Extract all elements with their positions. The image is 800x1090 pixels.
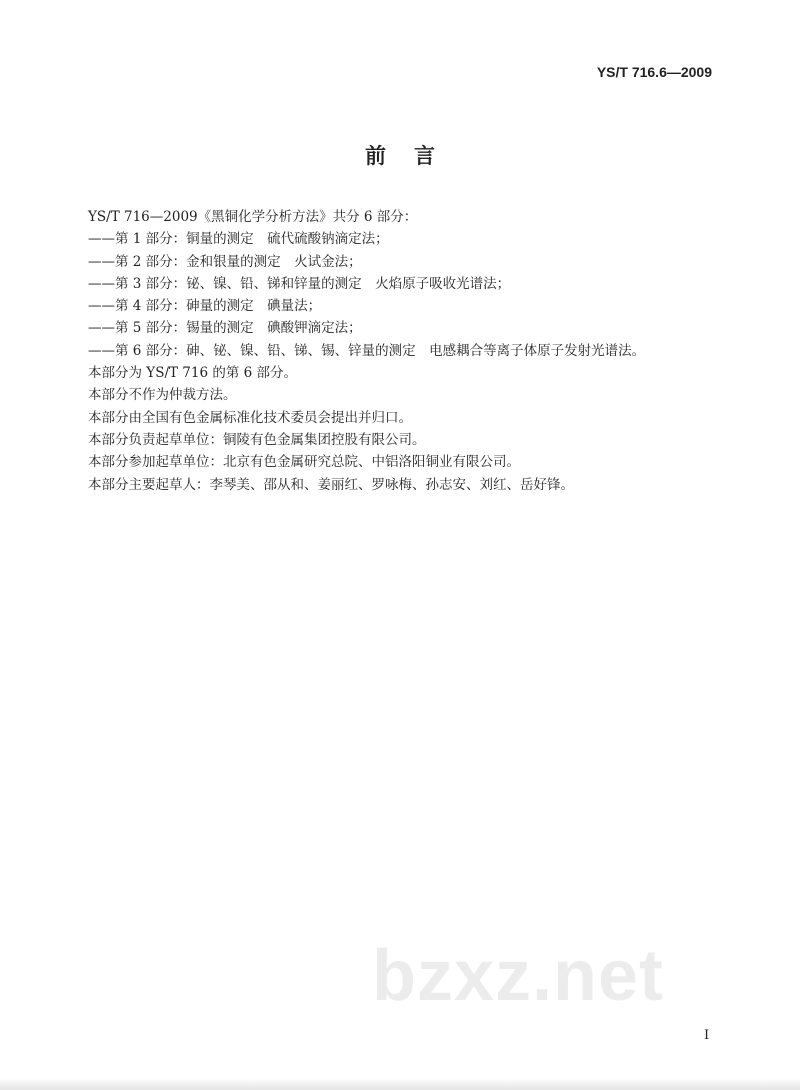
standard-number: YS/T 716.6—2009 (596, 64, 712, 80)
list-item: ——第 1 部分：铜量的测定 硫代硫酸钠滴定法； (88, 231, 389, 248)
list-item: ——第 4 部分：砷量的测定 碘量法； (88, 298, 322, 315)
page-edge (0, 1078, 800, 1090)
paragraph: 本部分为 YS/T 716 的第 6 部分。 (88, 365, 298, 382)
paragraph: 本部分由全国有色金属标准化技术委员会提出并归口。 (88, 409, 412, 426)
paragraph: YS/T 716—2009《黑铜化学分析方法》共分 6 部分： (88, 209, 418, 225)
watermark: bzxz.net (372, 936, 665, 1016)
paragraph: 本部分主要起草人：李琴美、邵从和、姜丽红、罗咏梅、孙志安、刘红、岳好锋。 (88, 476, 574, 493)
page-title: 前言 (365, 143, 463, 168)
paragraph: 本部分参加起草单位：北京有色金属研究总院、中铝洛阳铜业有限公司。 (88, 454, 520, 471)
list-item: ——第 2 部分：金和银量的测定 火试金法； (88, 253, 362, 270)
foreword-body (88, 206, 728, 496)
page-number: I (704, 1028, 710, 1043)
list-item: ——第 6 部分：砷、铋、镍、铅、锑、锡、锌量的测定 电感耦合等离子体原子发射光谱法。 (88, 342, 646, 359)
paragraph: 本部分不作为仲裁方法。 (88, 387, 237, 404)
list-item: ——第 3 部分：铋、镍、铅、锑和锌量的测定 火焰原子吸收光谱法； (88, 275, 511, 292)
paragraph: 本部分负责起草单位：铜陵有色金属集团控股有限公司。 (88, 431, 426, 448)
list-item: ——第 5 部分：锡量的测定 碘酸钾滴定法； (88, 320, 362, 337)
